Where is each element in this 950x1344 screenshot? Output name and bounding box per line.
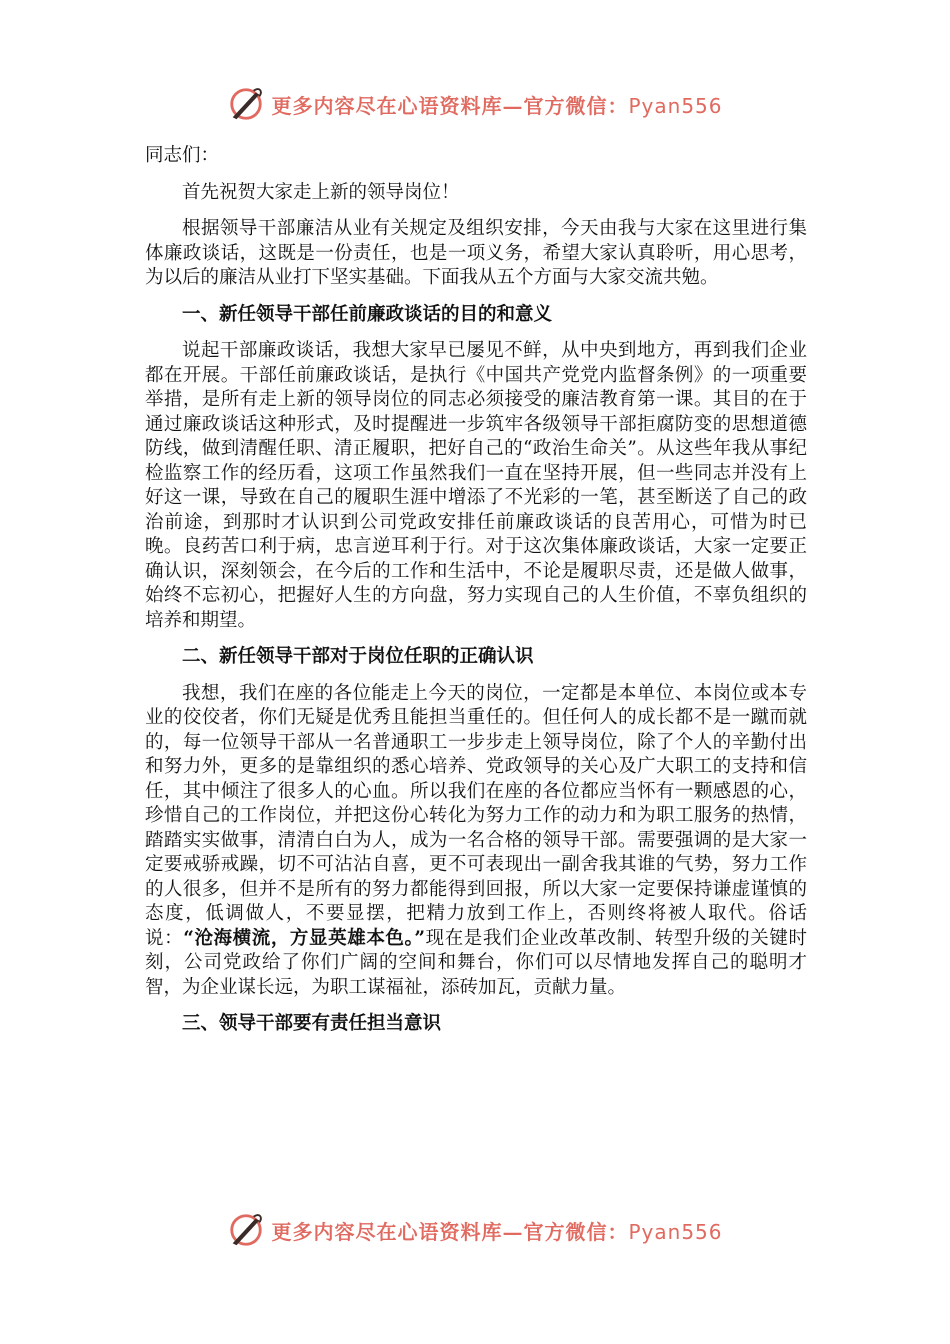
paragraph-section-2 — [145, 682, 807, 1001]
watermark-text: 更多内容尽在心语资料库—官方微信：Pyan556 — [271, 1219, 723, 1244]
quill-logo-icon — [227, 85, 265, 123]
quill-logo-icon — [227, 1211, 265, 1249]
wechat-id: Pyan556 — [628, 1219, 723, 1244]
paragraph-congrats: 首先祝贺大家走上新的领导岗位！ — [182, 181, 460, 203]
greeting: 同志们： — [145, 145, 220, 166]
watermark-banner-top — [0, 82, 950, 126]
watermark-banner-bottom — [0, 1208, 950, 1252]
watermark-text: 更多内容尽在心语资料库—官方微信：Pyan556 — [271, 93, 723, 118]
wechat-id: Pyan556 — [628, 93, 723, 118]
document-body — [145, 144, 807, 1049]
section-heading-2: 二、新任领导干部对于岗位任职的正确认识 — [182, 646, 534, 667]
paragraph-section-2-part-a: 我想，我们在座的各位能走上今天的岗位，一定都是本单位、本岗位或本专业的佼佼者，你们无疑是优秀且能担当重任的。但任何人的成长都不是一蹴而就的，每一位领导干部从一名普通职工一步步走上领导岗位，除了个人的辛勤付出和努力外，更多的是靠组织的悉心培养、党政领导的关心及广大职工的支持和信任，其中倾注了很多人的心血。所以我们在座的各位都应当怀有一颗感恩的心，珍惜自己的工作岗位，并把这份心转化为努力工作的动力和为职工服务的热情，踏踏实实做事，清清白白为人，成为一名合格的领导干部。需要强调的是大家一定要戒骄戒躁，切不可沾沾自喜，更不可表现出一副舍我其谁的气势，努力工作的人很多，但并不是所有的努力都能得到回报，所以大家一定要保持谦虚谨慎的态度，低调做人，不要显摆，把精力放到工作上，否则终将被人取代。俗话说： — [145, 682, 807, 949]
section-heading-3: 三、领导干部要有责任担当意识 — [182, 1013, 442, 1034]
quote: “沧海横流，方显英雄本色。” — [183, 927, 426, 949]
paragraph-intro: 根据领导干部廉洁从业有关规定及组织安排，今天由我与大家在这里进行集体廉政谈话，这既是一份责任，也是一项义务，希望大家认真聆听，用心思考，为以后的廉洁从业打下坚实基础。下面我从五个方面与大家交流共勉。 — [145, 218, 807, 288]
paragraph-section-1: 说起干部廉政谈话，我想大家早已屡见不鲜，从中央到地方，再到我们企业都在开展。干部任前廉政谈话，是执行《中国共产党党内监督条例》的一项重要举措，是所有走上新的领导岗位的同志必须接受的廉洁教育第一课。其目的在于通过廉政谈话这种形式，及时提醒进一步筑牢各级领导干部拒腐防变的思想道德防线，做到清醒任职、清正履职，把好自己的“政治生命关”。从这些年我从事纪检监察工作的经历看，这项工作虽然我们一直在坚持开展，但一些同志并没有上好这一课，导致在自己的履职生涯中增添了不光彩的一笔，甚至断送了自己的政治前途，到那时才认识到公司党政安排任前廉政谈话的良苦用心，可惜为时已晚。良药苦口利于病，忠言逆耳利于行。对于这次集体廉政谈话，大家一定要正确认识，深刻领会，在今后的工作和生活中，不论是履职尽责，还是做人做事，始终不忘初心，把握好人生的方向盘，努力实现自己的人生价值，不辜负组织的培养和期望。 — [145, 340, 807, 631]
paragraph-section-2-part-b: 现在是我们企业改革改制、转型升级的关键时刻，公司党政给了你们广阔的空间和舞台，你们可以尽情地发挥自己的聪明才智，为企业谋长远，为职工谋福祉，添砖加瓦，贡献力量。 — [145, 927, 807, 998]
section-heading-1: 一、新任领导干部任前廉政谈话的目的和意义 — [182, 303, 553, 325]
